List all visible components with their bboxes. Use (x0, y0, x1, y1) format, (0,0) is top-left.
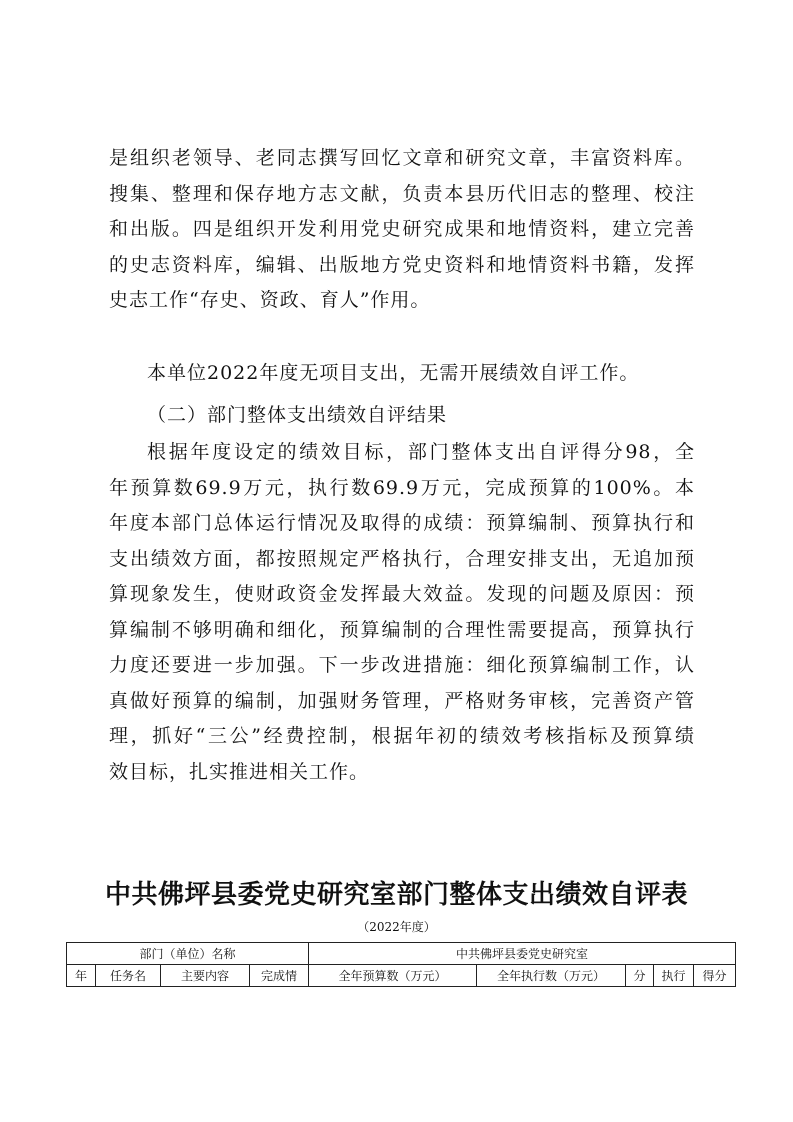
text-line: 理，抓好“三公”经费控制，根据年初的绩效考核指标及预算绩 (109, 725, 695, 747)
paragraph-duties (109, 141, 695, 319)
text-line: 真做好预算的编制，加强财务管理，严格财务审核，完善资产管 (109, 689, 695, 712)
table-year: （2022年度） (357, 920, 436, 934)
column-header: 年 (67, 965, 96, 987)
column-header: 执行 (654, 965, 694, 987)
text-line: 支出绩效方面，都按照规定严格执行，合理安排支出，无追加预 (109, 547, 695, 570)
column-header: 得分 (694, 965, 736, 987)
text-line: 是组织老领导、老同志撰写回忆文章和研究文章，丰富资料库。 (109, 147, 695, 169)
text-line: 算编制不够明确和细化，预算编制的合理性需要提高，预算执行 (109, 618, 695, 641)
text-line: 力度还要进一步加强。下一步改进措施：细化预算编制工作，认 (109, 654, 695, 676)
table-header-row (67, 965, 736, 987)
text-line: 根据年度设定的绩效目标，部门整体支出自评得分98，全 (147, 441, 695, 463)
column-header: 分 (626, 965, 654, 987)
column-header: 全年执行数（万元） (477, 965, 626, 987)
table-row (67, 943, 736, 965)
text-line: 年预算数69.9万元，执行数69.9万元，完成预算的100%。本 (109, 476, 695, 499)
text-line: 年度本部门总体运行情况及取得的成绩：预算编制、预算执行和 (109, 512, 695, 534)
text-line: 的史志资料库，编辑、出版地方党史资料和地情资料书籍，发挥 (109, 253, 695, 276)
unit-value-cell: 中共佛坪县委党史研究室 (309, 943, 736, 965)
text-line: 史志工作“存史、资政、育人”作用。 (109, 289, 431, 311)
unit-label-cell: 部门（单位）名称 (67, 943, 309, 965)
paragraph-self-evaluation (109, 435, 695, 790)
column-header: 完成情 (250, 965, 309, 987)
text-line: 算现象发生，使财政资金发挥最大效益。发现的问题及原因：预 (109, 583, 695, 605)
text-line: 和出版。四是组织开发利用党史研究成果和地情资料，建立完善 (109, 218, 695, 240)
column-header: 主要内容 (161, 965, 250, 987)
text-line: 效目标，扎实推进相关工作。 (109, 760, 370, 783)
table-title: 中共佛坪县委党史研究室部门整体支出绩效自评表 (104, 880, 688, 910)
evaluation-table (66, 942, 736, 987)
column-header: 任务名 (96, 965, 161, 987)
text-line: 搜集、整理和保存地方志文献，负责本县历代旧志的整理、校注 (109, 182, 695, 205)
section-heading: （二）部门整体支出绩效自评结果 (147, 404, 448, 426)
column-header: 全年预算数（万元） (309, 965, 477, 987)
paragraph-no-project: 本单位2022年度无项目支出，无需开展绩效自评工作。 (147, 362, 640, 384)
